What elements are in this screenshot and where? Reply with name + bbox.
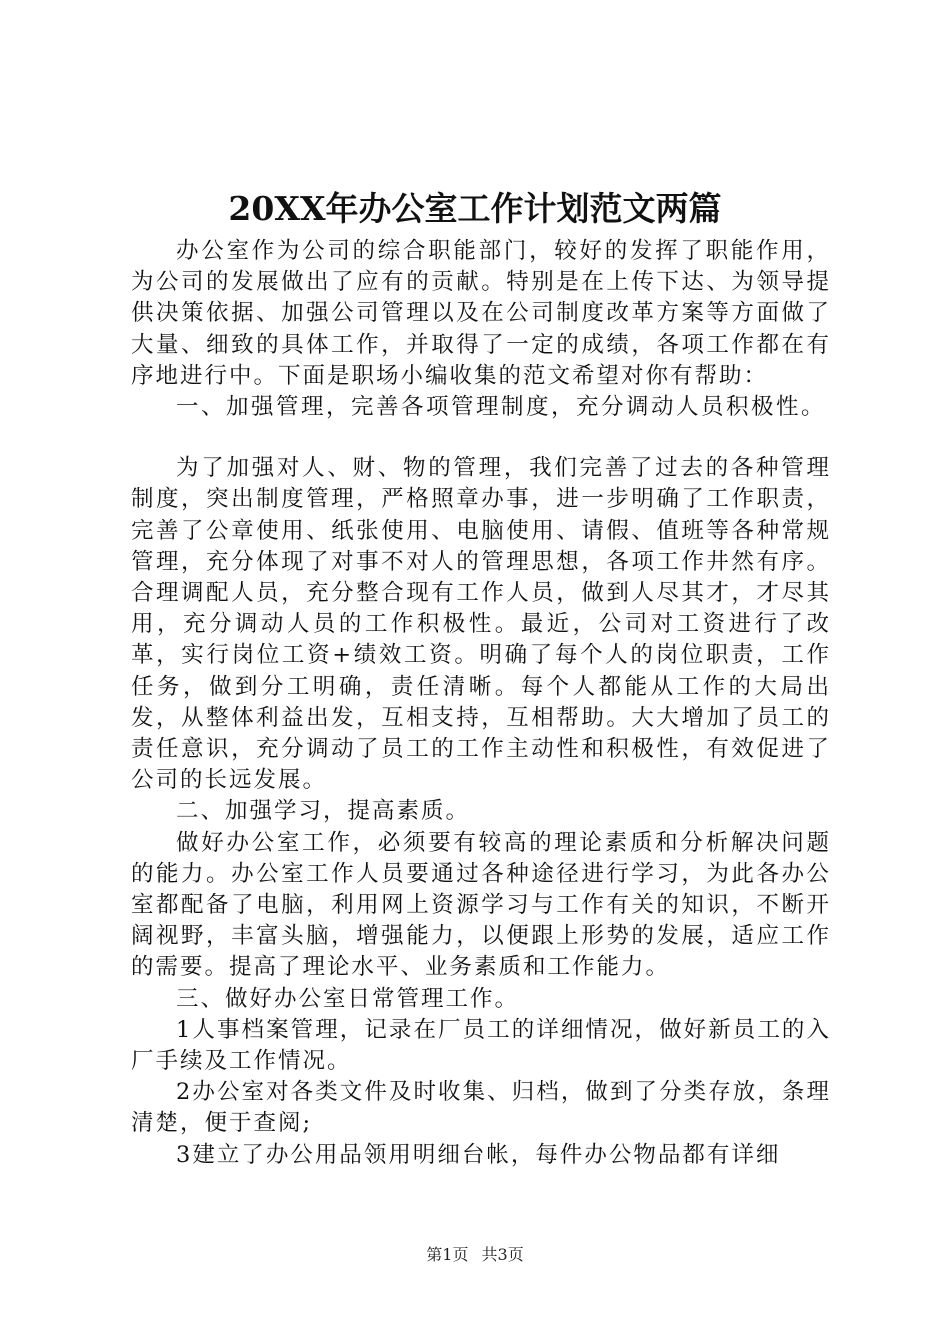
paragraph-section-2: 做好办公室工作，必须要有较高的理论素质和分析解决问题的能力。办公室工作人员要通过各种途径进行学习，为此各办公室都配备了电脑，利用网上资源学习与工作有关的知识，不断开阔视野，丰富头脑，增强能力，以便跟上形势的发展，适应工作的需要。提高了理论水平、业务素质和工作能力。 bbox=[131, 829, 831, 981]
list-item-3: 3建立了办公用品领用明细台帐，每件办公物品都有详细 bbox=[176, 1141, 781, 1168]
blank-line bbox=[131, 423, 831, 453]
list-item-2: 2办公室对各类文件及时收集、归档，做到了分类存放，条理清楚，便于查阅; bbox=[131, 1079, 831, 1137]
document-body bbox=[131, 236, 831, 1171]
document-title: 20XX年办公室工作计划范文两篇 bbox=[228, 189, 722, 228]
page-total: 共3页 bbox=[481, 1245, 524, 1264]
page-number: 第1页 bbox=[426, 1245, 469, 1264]
section-heading-3: 三、做好办公室日常管理工作。 bbox=[176, 985, 520, 1012]
list-item-1: 1人事档案管理，记录在厂员工的详细情况，做好新员工的入厂手续及工作情况。 bbox=[131, 1016, 831, 1075]
section-heading-1: 一、加强管理，完善各项管理制度，充分调动人员积极性。 bbox=[176, 394, 827, 421]
page-footer bbox=[0, 1244, 950, 1266]
paragraph-section-1: 为了加强对人、财、物的管理，我们完善了过去的各种管理制度，突出制度管理，严格照章办事，进一步明确了工作职责，完善了公章使用、纸张使用、电脑使用、请假、值班等各种常规管理，充分体现了对事不对人的管理思想，各项工作井然有序。合理调配人员，充分整合现有工作人员，做到人尽其才，才尽其用，充分调动人员的工作积极性。最近，公司对工资进行了改革，实行岗位工资+绩效工资。明确了每个人的岗位职责，工作任务，做到分工明确，责任清晰。每个人都能从工作的大局出发，从整体利益出发，互相支持，互相帮助。大大增加了员工的责任意识，充分调动了员工的工作主动性和积极性，有效促进了公司的长远发展。 bbox=[131, 455, 831, 794]
section-heading-2: 二、加强学习，提高素质。 bbox=[176, 798, 471, 825]
paragraph-intro: 办公室作为公司的综合职能部门，较好的发挥了职能作用，为公司的发展做出了应有的贡献。特别是在上传下达、为领导提供决策依据、加强公司管理以及在公司制度改革方案等方面做了大量、细致的具体工作，并取得了一定的成绩，各项工作都在有序地进行中。下面是职场小编收集的范文希望对你有帮助： bbox=[131, 238, 831, 389]
